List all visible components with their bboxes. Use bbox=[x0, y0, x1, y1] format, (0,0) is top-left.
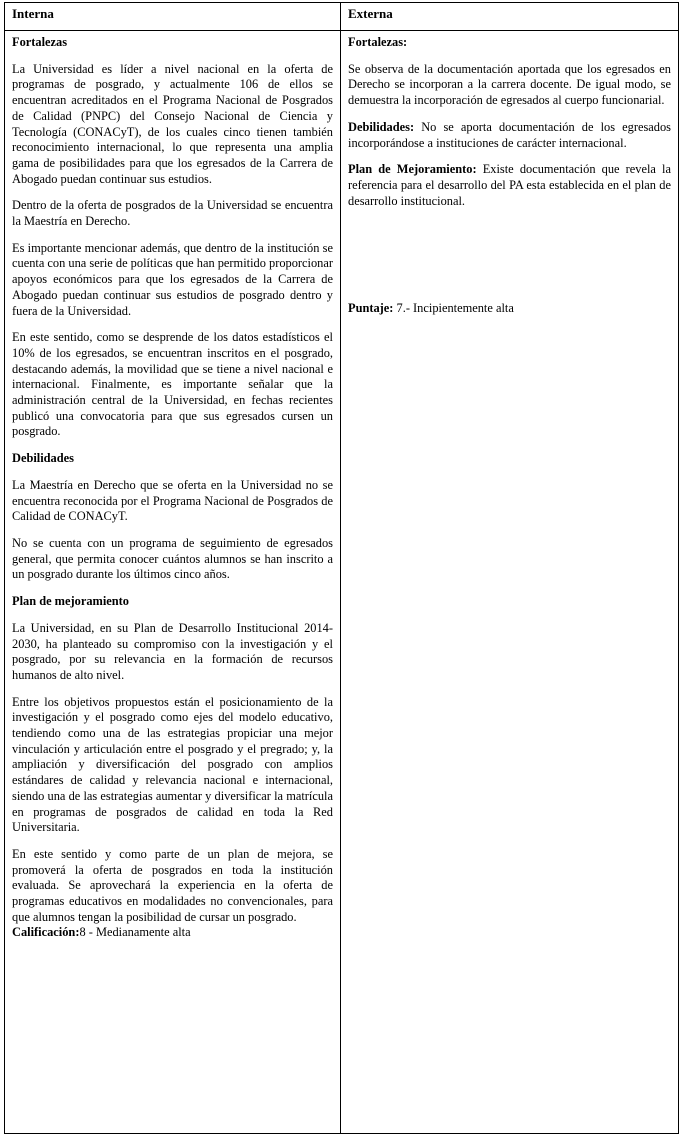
interna-fortalezas-p4: En este sentido, como se desprende de los datos estadísticos el 10% de los egresados, se encuentran inscritos en el posgrado, destacando además, la movilidad que se tiene a nivel nacional e internacional. Finalmente, es importante señalar que la administración central de la Universidad, en fechas recientes publicó una convocatoria para que sus egresados cursen un posgrado. bbox=[12, 330, 333, 439]
evaluation-table bbox=[4, 2, 679, 1134]
interna-column bbox=[12, 35, 333, 952]
column-divider bbox=[340, 3, 341, 1133]
debilidades-label: Debilidades: bbox=[348, 119, 415, 134]
interna-fortalezas-p3: Es importante mencionar además, que dentro de la institución se cuenta con una serie de políticas que han permitido proporcionar apoyos económicos para que los egresados de la Carrera de Abogado puedan continuar sus estudios de posgrado dentro y fuera de la Universidad. bbox=[12, 240, 334, 318]
interna-fortalezas-p2: Dentro de la oferta de posgrados de la Universidad se encuentra la Maestría en Derecho. bbox=[12, 198, 333, 229]
interna-debilidades-title: Debilidades bbox=[12, 451, 74, 466]
interna-plan-p3: En este sentido y como parte de un plan de mejora, se promoverá la oferta de posgrados en toda la institución evaluada. Se aprovechará la experiencia en la oferta de programas educativos en modalidades no convencionales, para que alumnos tengan la posibilidad de cursar un posgrado. bbox=[12, 846, 333, 924]
externa-column bbox=[348, 35, 671, 220]
header-divider bbox=[5, 30, 678, 31]
calificacion-label: Calificación: bbox=[12, 925, 80, 940]
interna-calificacion bbox=[12, 925, 333, 941]
interna-fortalezas-title: Fortalezas bbox=[12, 35, 68, 49]
externa-debilidades bbox=[348, 120, 671, 151]
puntaje-value: 7.- Incipientemente alta bbox=[393, 301, 514, 315]
interna-fortalezas-p1: La Universidad es líder a nivel nacional en la oferta de programas de posgrado, y actualmente 106 de ellos se encuentran acreditados en el Programa Nacional de Posgrados de Calidad (PNPC) del Consejo Nacional de Ciencia y Tecnología (CONACyT), de los cuales cinco tienen también reconocimiento internacional, lo que representa una amplia gama de posibilidades para que los egresados de la Carrera de Abogado puedan continuar sus estudios. bbox=[12, 61, 333, 186]
puntaje-label: Puntaje: bbox=[348, 301, 394, 315]
debilidades-text: No se aporta documentación de los egresados incorporándose a instituciones de carácter internacional. bbox=[348, 119, 671, 150]
interna-debilidades-p1: La Maestría en Derecho que se oferta en la Universidad no se encuentra reconocida por el Programa Nacional de Posgrados de Calidad de CONACyT. bbox=[12, 477, 333, 524]
externa-fortalezas-title: Fortalezas: bbox=[348, 35, 408, 49]
interna-plan-p2: Entre los objetivos propuestos están el posicionamiento de la investigación y el posgrado como ejes del modelo educativo, tendiendo como una de las estrategias propiciar una mejor vinculación y articulación entre el posgrado y el pregrado; y, la ampliación y diversificación del posgrado con amplios estándares de calidad y relevancia nacional e internacional, siendo una de las estrategias aumentar y diversificar la matrícula en programas de posgrados de calidad en toda la Red Universitaria. bbox=[12, 694, 333, 835]
plan-text: Existe documentación que revela la referencia para el desarrollo del PA esta establecida en el plan de desarrollo institucional. bbox=[348, 162, 672, 208]
header-externa: Externa bbox=[348, 6, 393, 21]
externa-puntaje bbox=[348, 301, 514, 316]
interna-plan-title: Plan de mejoramiento bbox=[12, 594, 129, 609]
header-interna: Interna bbox=[12, 6, 54, 21]
externa-plan bbox=[348, 162, 671, 209]
interna-plan-p1: La Universidad, en su Plan de Desarrollo Institucional 2014-2030, ha planteado su compromiso con la investigación y el posgrado, por su relevancia en la formación de recursos humanos de alto nivel. bbox=[12, 620, 333, 682]
interna-debilidades-p2: No se cuenta con un programa de seguimiento de egresados general, que permita conocer cuántos alumnos se han inscrito a un posgrado durante los últimos cinco años. bbox=[12, 535, 333, 582]
externa-fortalezas-text: Se observa de la documentación aportada que los egresados en Derecho se incorporan a la carrera docente. De igual modo, se demuestra la incorporación de egresados al cuerpo funcionarial. bbox=[348, 61, 671, 108]
plan-label: Plan de Mejoramiento: bbox=[348, 162, 477, 177]
calificacion-value: 8 - Medianamente alta bbox=[79, 925, 191, 940]
